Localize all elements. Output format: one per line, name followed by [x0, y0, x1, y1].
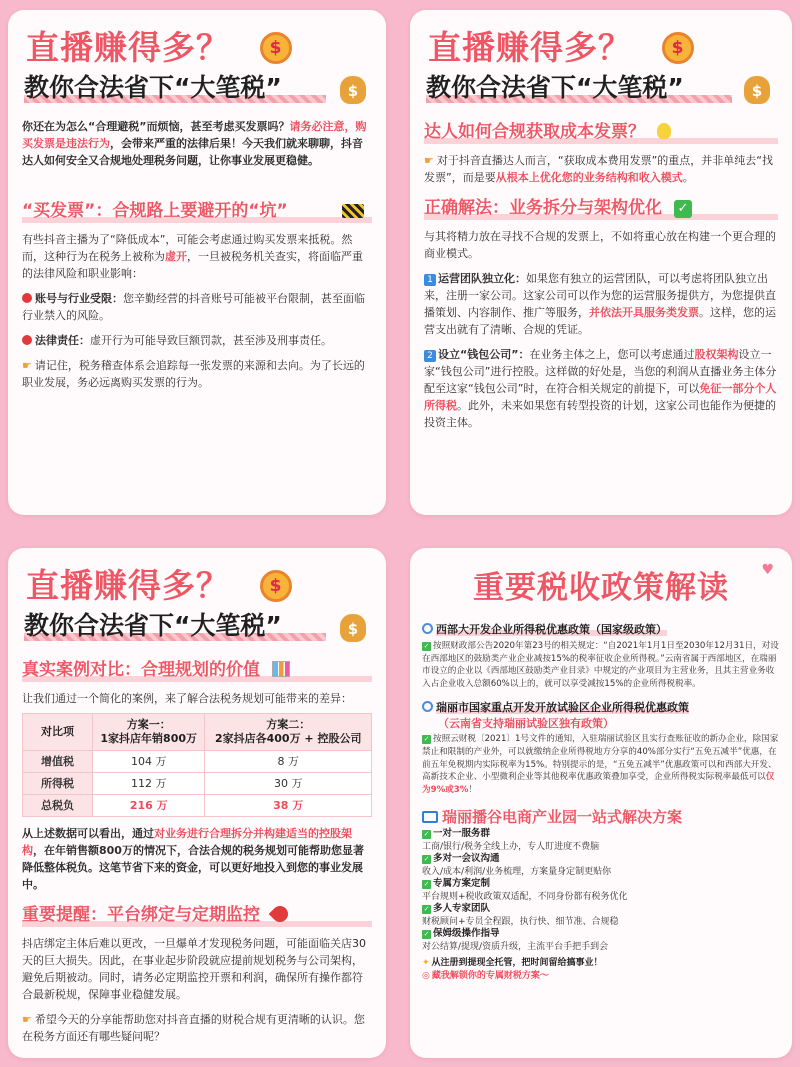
solution-item-2	[424, 346, 778, 431]
list-item	[422, 903, 780, 928]
panel-title-line2	[410, 70, 792, 106]
number-2-icon: 2	[424, 350, 436, 362]
policy-2-subheading: （云南省支持瑞丽试验区独有政策）	[438, 717, 614, 731]
service-list	[410, 828, 792, 953]
check-box-icon: ✓	[423, 880, 430, 889]
subtitle-text: 教你合法省下“大笔税”	[426, 73, 684, 102]
warning-stripe-icon	[342, 204, 364, 218]
item-highlight: 并依法开具服务类发票	[589, 306, 699, 319]
title-text: 直播赚得多？	[26, 566, 230, 605]
intro-highlight: 请务必注意，购买发票是违法行为	[22, 120, 367, 150]
panel-3	[8, 548, 386, 1058]
para-text-a: 对于抖音直播达人而言，“获取成本费用发票”的重点，并非单纯去“找发票”，而是要	[424, 154, 773, 184]
para-text-a: 从上述数据可以看出，通过	[22, 827, 154, 840]
panel-title-line2	[8, 608, 386, 644]
list-item	[422, 878, 780, 903]
para-text-b: ，在年销售额800万的情况下，合法合规的税务规划可能帮助您显著降低整体税负。这笔节省下来的资金，可以更好地投入到您的事业发展中。	[22, 844, 364, 891]
case-intro	[8, 690, 386, 707]
policy-body-text: 按照云财税〔2021〕1号文件的通知，入驻瑞丽试验区且实行查账征收的新办企业，除国家禁止和限制的产业外，可以就缴纳企业所得税地方分享的40%部分实行“五免五减半”优惠，在前五年免税期内实际税率为15%。特别提示的是，“五免五减半”优惠政策可以和西部大开发、高新技术企业、小型微利企业等其他税率优惠政策叠加享受，企业所得税实际税率最低可以	[422, 734, 779, 783]
section-heading-solution	[410, 196, 792, 220]
search-icon	[422, 623, 433, 634]
section-heading-cost-invoice	[410, 120, 792, 144]
money-bag-icon: $	[744, 76, 770, 104]
footer-cta	[410, 970, 792, 983]
magnifier-money-icon: $	[260, 32, 292, 64]
col-header-plan1	[93, 714, 205, 751]
risk-desc: 您辛勤经营的抖音账号可能被平台限制，甚至面临行业禁入的风险。	[22, 292, 365, 322]
risk-title: 法律责任：	[35, 334, 90, 347]
panel-title-line2	[8, 70, 386, 106]
risk-title: 账号与行业受限：	[35, 292, 123, 305]
service-desc: 平台规则+税收政策双适配，不同身份都有税务优化	[422, 891, 628, 902]
table-row	[23, 795, 372, 817]
intro-text-a: 你还在为怎么“合理避税”而烦恼，甚至考虑买发票吗？	[22, 120, 290, 133]
check-box-icon: ✓	[423, 905, 430, 914]
col-header-plan2	[205, 714, 372, 751]
red-dot-icon	[22, 293, 32, 303]
reminder	[22, 357, 372, 391]
policy-body-text: 按照财政部公告2020年第23号的相关规定：“自2021年1月1日至2030年12月31日，对设在西部地区的鼓励类产业企业减按15%的税率征收企业所得税。”云南省属于西部地区，在瑞丽市设立的企业以《西部地区鼓励类产业目录》中规定的产业项目为主营业务，且其主营业务收入占企业收入总额60%以上的，就可以享受减按15%的企业所得税税率。	[422, 641, 779, 689]
title-text: 直播赚得多？	[26, 28, 230, 67]
section-heading-text: “买发票”：合规路上要避开的“坑”	[22, 201, 288, 221]
closing-text: 希望今天的分享能帮助您对抖音直播的财税合规有更清晰的认识。您在税务方面还有哪些疑问呢？	[22, 1013, 365, 1043]
red-dot-icon	[22, 335, 32, 345]
service-heading: 专属方案定制	[433, 878, 491, 890]
cell-plan2: 30 万	[205, 773, 372, 795]
panel-4	[410, 548, 792, 1058]
section-body	[410, 228, 792, 431]
cell-plan1: 104 万	[93, 751, 205, 773]
computer-icon	[422, 811, 438, 823]
check-box-icon: ✓	[423, 642, 430, 650]
para-highlight: 对业务进行合理拆分并构建适当的控股架构	[22, 827, 352, 857]
footer-slogan	[410, 957, 792, 970]
col-header-item: 对比项	[23, 714, 93, 751]
item-text-a: 在业务主体之上，您可以考虑通过	[529, 348, 695, 361]
item-highlight: 免征一部分个人所得税	[424, 382, 777, 412]
cell-plan1: 216 万	[93, 795, 205, 817]
section-heading-text: 真实案例对比：合理规划的价值	[22, 660, 260, 680]
pointing-hand-icon: ☛	[22, 1013, 32, 1026]
row-label: 总税负	[23, 795, 93, 817]
reminder-text: 请记住，税务稽查体系会追踪每一张发票的来源和去向。为了长远的职业发展，务必远离购买发票的行为。	[22, 359, 365, 389]
para-highlight: 从根本上优化您的业务结构和收入模式	[495, 171, 683, 184]
subtitle-text: 教你合法省下“大笔税”	[24, 73, 282, 102]
service-heading: 一对一服务群	[433, 828, 491, 840]
table-header-row	[23, 714, 372, 751]
list-item	[422, 853, 780, 878]
number-1-icon: 1	[424, 274, 436, 286]
policy-2-body	[410, 731, 792, 796]
section-heading-buy-invoice	[8, 199, 386, 223]
comparison-table	[22, 713, 372, 817]
solution-intro: 与其将精力放在寻找不合规的发票上，不如将重心放在构建一个更合理的商业模式。	[424, 230, 776, 260]
item-text-a: 如果您有独立的运营团队，可以考虑将团队独立出来，注册一家公司。这家公司可以作为您的运营服务提供方，为您提供直播策划、内容制作、推广等服务，	[424, 272, 776, 319]
reminder-text: 抖店绑定主体后难以更改，一旦爆单才发现税务问题，可能面临关店30天的巨大损失。因此，在事业起步阶段就应提前规划税务与公司架构，避免后期被动。同时，请务必定期监控开票和利润，确保所有操作都符合最新税规，保障事业稳健发展。	[22, 937, 366, 1001]
solution-item-1	[424, 270, 778, 338]
policy-heading-text: 瑞丽市国家重点开发开放试验区企业所得税优惠政策	[436, 701, 689, 715]
para-text-b: 。	[682, 171, 694, 184]
intro-paragraph	[8, 118, 386, 169]
pointing-hand-icon: ☛	[22, 359, 32, 372]
footer-slogan-text: 从注册到提现全托管，把时间留给搞事业！	[431, 958, 603, 969]
risk-desc: 虚开行为可能导致巨额罚款，甚至涉及刑事责任。	[90, 334, 332, 347]
item-text-b: 。这样，您的运营支出就有了清晰、合规的凭证。	[424, 306, 776, 336]
plan1-label: 方案一：	[126, 718, 171, 731]
section-body	[410, 152, 792, 186]
service-title	[410, 806, 792, 828]
magnifier-money-icon: $	[662, 32, 694, 64]
section-body	[8, 231, 386, 391]
section-heading-text: 重要提醒：平台绑定与定期监控	[22, 905, 260, 925]
check-box-icon: ✓	[423, 930, 430, 939]
list-item	[422, 828, 780, 853]
para-text-a: 有些抖音主播为了“降低成本”，可能会考虑通过购买发票来抵税。然而，这种行为在税务上被称为	[22, 233, 353, 263]
item-text-c: 。此外，未来如果您有转型投资的计划，这家公司也能作为便捷的投资主体。	[424, 399, 776, 429]
panel-1	[8, 10, 386, 515]
cell-plan2: 8 万	[205, 751, 372, 773]
panel-title-line1	[8, 10, 386, 70]
list-item	[422, 928, 780, 953]
policy-heading-text: 西部大开发企业所得税优惠政策（国家级政策）	[436, 623, 667, 636]
magnifier-money-icon: $	[260, 570, 292, 602]
search-icon	[422, 701, 433, 712]
service-desc: 财税顾问+专员全程跟，执行快、细节准、合规稳	[422, 916, 619, 927]
plan1-desc: 1家抖店年销800万	[100, 732, 198, 745]
row-label: 所得税	[23, 773, 93, 795]
sparkle-icon: ✦	[422, 958, 430, 969]
plan2-desc: 2家抖店各400万 + 控股公司	[214, 732, 362, 745]
risk-item-2	[22, 332, 372, 349]
item-text-b: 设立一家“钱包公司”进行控股。这样做的好处是，当您的利润从直播业务主体分配至这家“钱包公司”时，在符合相关规定的前提下，可以	[424, 348, 777, 395]
row-label: 增值税	[23, 751, 93, 773]
check-mark-icon: ✓	[674, 200, 692, 218]
check-box-icon: ✓	[423, 735, 430, 744]
footer-cta-text: 藏我解锁你的专属财税方案～	[431, 971, 549, 982]
service-title-text: 瑞丽播谷电商产业园一站式解决方案	[442, 808, 683, 827]
item-title: 运营团队独立化：	[438, 272, 526, 285]
pointing-hand-icon: ☛	[424, 154, 434, 167]
section-heading-text: 正确解法：业务拆分与架构优化	[424, 198, 662, 218]
service-desc: 对公结算/提现/资质升级，主流平台手把手到会	[422, 941, 609, 952]
title-text: 直播赚得多？	[428, 28, 632, 67]
service-desc: 工商/银行/税务全线上办，专人盯进度不费脑	[422, 841, 600, 852]
table-row	[23, 751, 372, 773]
check-box-icon: ✓	[423, 855, 430, 864]
money-bag-icon: $	[340, 614, 366, 642]
case-intro-text: 让我们通过一个简化的案例，来了解合法税务规划可能带来的差异：	[22, 692, 352, 705]
risk-item-1	[22, 290, 372, 324]
panel-title-line1	[410, 10, 792, 70]
policy-body-highlight: 仅为9%或3%	[422, 772, 775, 795]
reminder-body	[8, 935, 386, 1045]
subtitle-text: 教你合法省下“大笔税”	[24, 611, 282, 640]
policy-title: 重要税收政策解读	[473, 570, 729, 606]
policy-1-body	[410, 638, 792, 690]
table-row	[23, 773, 372, 795]
panel-title-line1	[8, 548, 386, 608]
para-text-b: ，一旦被税务机关查实，将面临严重的法律风险和职业影响：	[22, 250, 363, 280]
service-heading: 保姆级操作指导	[433, 928, 500, 940]
heart-icon: ♥	[761, 562, 774, 578]
policy-body-end: ！	[468, 784, 477, 795]
light-bulb-icon	[657, 123, 671, 139]
section-heading-reminder	[8, 903, 386, 927]
closing	[22, 1011, 372, 1045]
service-heading: 多对一会议沟通	[433, 853, 500, 865]
bar-chart-icon	[272, 661, 290, 677]
service-heading: 多人专家团队	[433, 903, 491, 915]
plan2-label: 方案二：	[266, 718, 311, 731]
section-heading-case	[8, 658, 386, 682]
item-highlight: 股权架构	[694, 348, 739, 361]
intro-text-b: ，会带来严重的法律后果！今天我们就来聊聊，抖音达人如何安全又合规地处理税务问题，让你事业发展更稳健。	[22, 137, 363, 167]
cell-plan2: 38 万	[205, 795, 372, 817]
service-desc: 收入/成本/利润/业务梳理，方案量身定制更贴你	[422, 866, 612, 877]
cell-plan1: 112 万	[93, 773, 205, 795]
para-highlight: 虚开	[165, 250, 187, 263]
case-conclusion	[8, 825, 386, 893]
money-bag-icon: $	[340, 76, 366, 104]
policy-1-heading	[410, 622, 792, 638]
section-heading-text: 达人如何合规获取成本发票？	[424, 122, 645, 142]
item-title: 设立“钱包公司”：	[438, 348, 530, 361]
check-box-icon: ✓	[423, 830, 430, 839]
panel-2	[410, 10, 792, 515]
policy-2-heading	[410, 700, 792, 716]
target-icon: ◎	[422, 971, 430, 982]
